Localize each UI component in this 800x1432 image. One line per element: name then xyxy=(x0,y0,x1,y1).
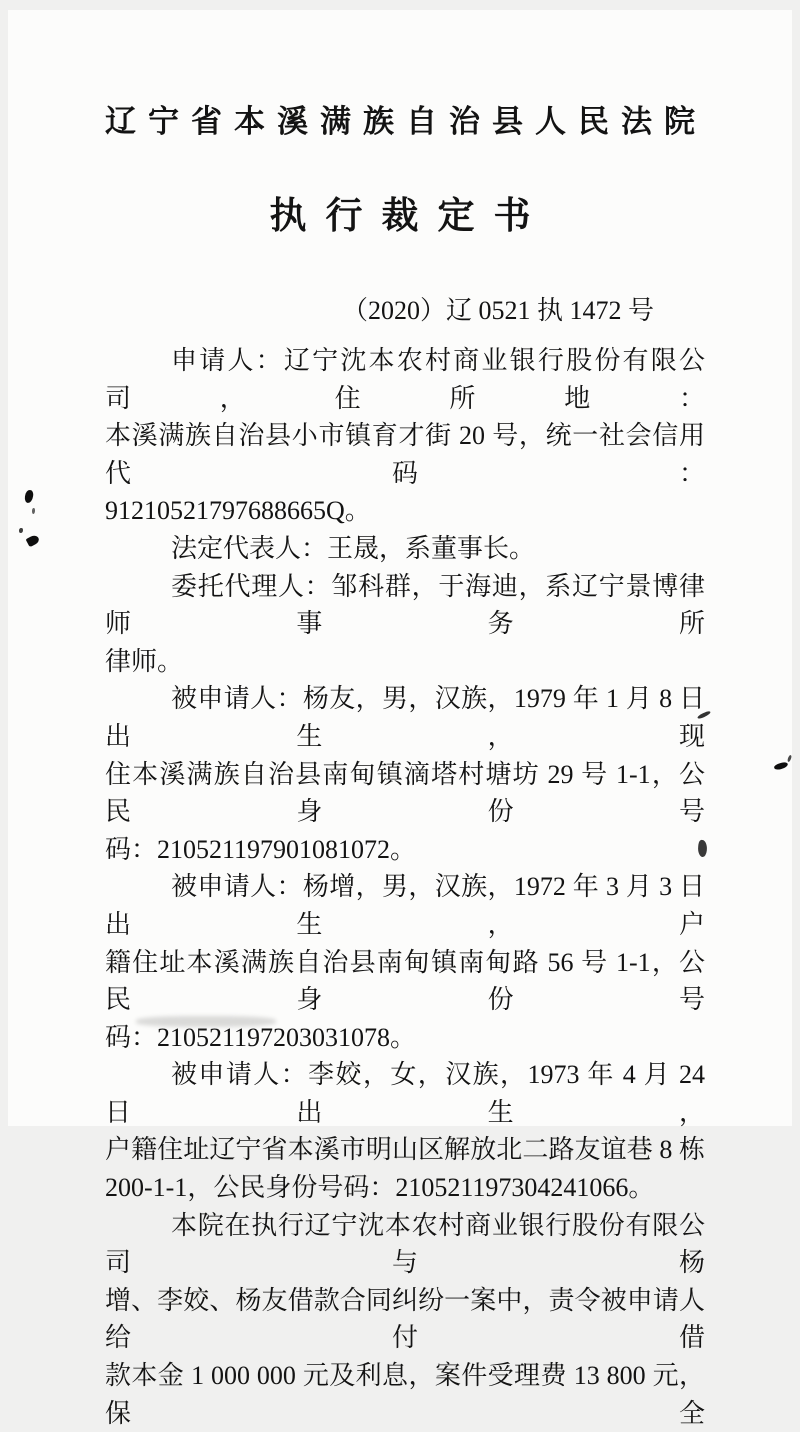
doc-line: 委托代理人：邹科群，于海迪，系辽宁景博律师事务所 xyxy=(105,571,705,639)
court-name: 辽宁省本溪满族自治县人民法院 xyxy=(105,104,707,139)
doc-line: 码：210521197203031078。 xyxy=(105,1022,417,1052)
scan-smudge xyxy=(136,1016,276,1027)
document-title: 执行裁定书 xyxy=(269,196,550,237)
document-page xyxy=(8,10,792,1428)
doc-line: 户籍住址辽宁省本溪市明山区解放北二路友谊巷 8 栋 xyxy=(105,1135,705,1165)
doc-line: 籍住址本溪满族自治县南甸镇南甸路 56 号 1-1，公民身份号 xyxy=(105,947,705,1015)
doc-line: 码：210521197901081072。 xyxy=(105,834,417,864)
doc-line: 住本溪满族自治县南甸镇滴塔村塘坊 29 号 1-1，公民身份号 xyxy=(105,759,705,827)
doc-line: 本溪满族自治县小市镇育才街 20 号，统一社会信用代码： xyxy=(105,421,705,488)
doc-line: 法定代表人：王晟，系董事长。 xyxy=(171,533,536,563)
ink-mark xyxy=(26,534,41,548)
doc-line: 被申请人：李姣，女，汉族，1973 年 4 月 24 日出生， xyxy=(105,1060,705,1127)
doc-line: 91210521797688665Q。 xyxy=(105,496,371,526)
doc-line: 增、李姣、杨友借款合同纠纷一案中，责令被申请人给付借 xyxy=(105,1285,705,1353)
ink-mark xyxy=(32,508,35,514)
doc-line: 申请人：辽宁沈本农村商业银行股份有限公司，住所地： xyxy=(105,346,705,413)
doc-line: 律师。 xyxy=(105,646,184,676)
doc-line: 200-1-1，公民身份号码：210521197304241066。 xyxy=(105,1173,655,1203)
document-body xyxy=(105,342,705,1432)
doc-line: 被申请人：杨友，男，汉族，1979 年 1 月 8 日出生，现 xyxy=(105,684,705,751)
ink-mark xyxy=(19,528,23,533)
ink-mark xyxy=(24,490,34,504)
doc-line: 本院在执行辽宁沈本农村商业银行股份有限公司与杨 xyxy=(105,1210,705,1278)
ink-mark xyxy=(773,761,788,770)
doc-line: 被申请人：杨增，男，汉族，1972 年 3 月 3 日出生，户 xyxy=(105,872,705,939)
ink-mark xyxy=(787,755,792,763)
ink-mark xyxy=(697,840,708,858)
doc-line: 款本金 1 000 000 元及利息，案件受理费 13 800 元，保全 xyxy=(105,1361,705,1428)
case-number: （2020）辽 0521 执 1472 号 xyxy=(341,296,654,325)
